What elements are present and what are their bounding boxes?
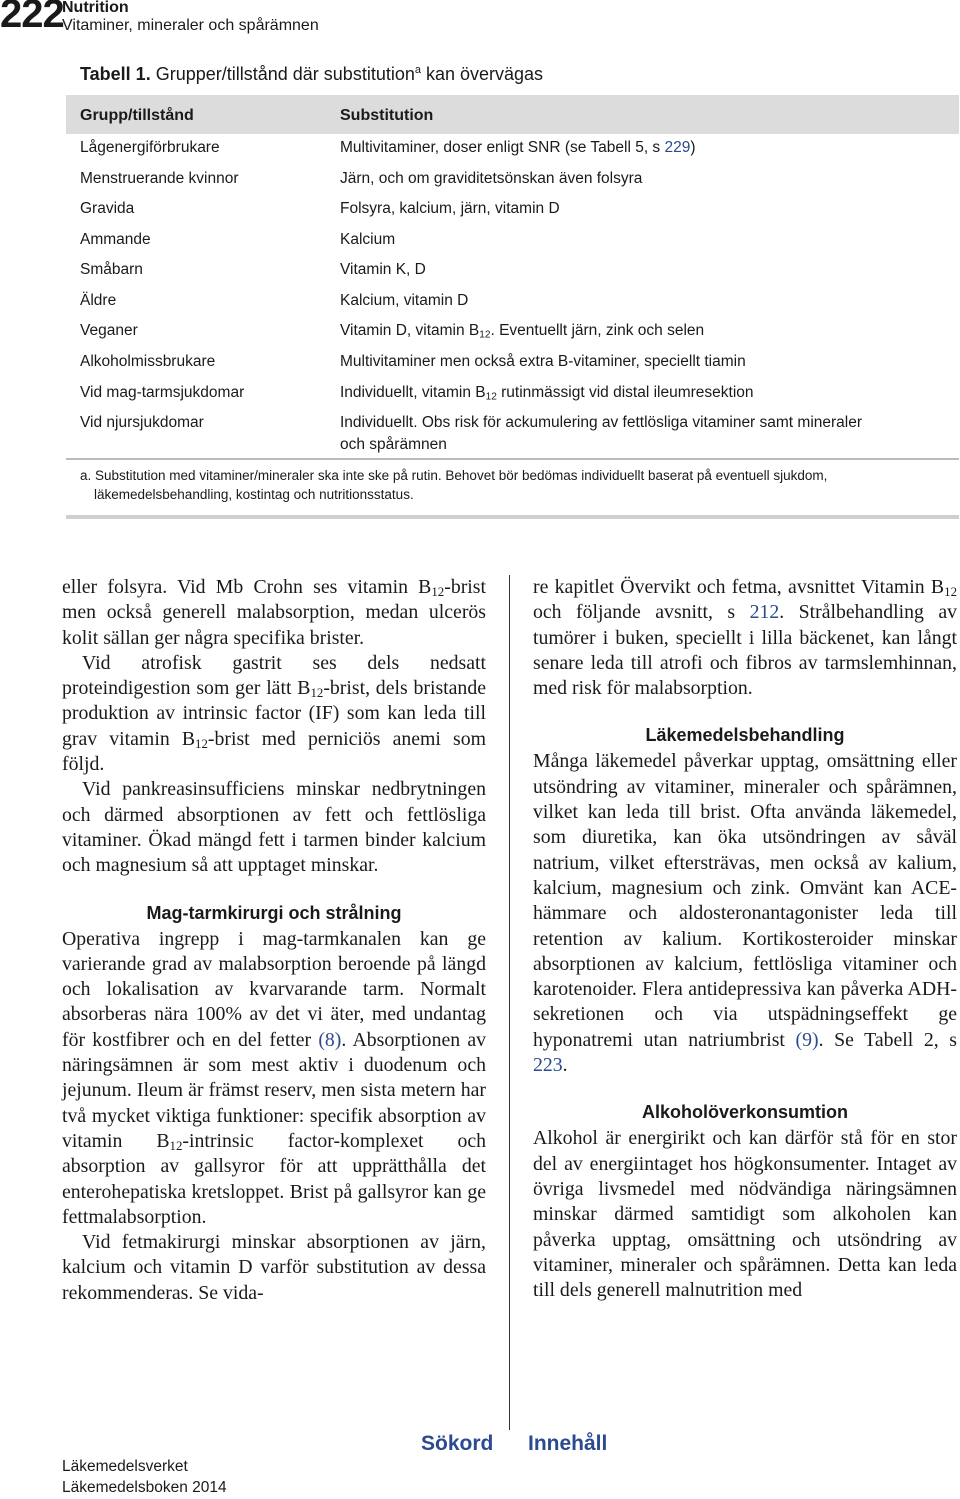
chapter-subtitle: Vitaminer, mineraler och spårämnen	[62, 17, 319, 34]
table-cell-group: Äldre	[80, 292, 117, 309]
table-divider	[66, 458, 959, 460]
table-cell-substitution: Järn, och om graviditetsönskan även folsyra	[340, 170, 643, 187]
table-cell-substitution	[340, 412, 945, 456]
subscript: 12	[479, 329, 491, 341]
subscript: 12	[169, 1139, 183, 1154]
paragraph	[533, 749, 957, 1078]
subscript: 12	[944, 585, 957, 600]
paragraph	[62, 927, 486, 1231]
page-link-212[interactable]: 212	[749, 601, 780, 624]
table-of-contents-link[interactable]: Innehåll	[528, 1432, 608, 1455]
right-text-column	[533, 575, 957, 1303]
subscript: 12	[195, 736, 208, 751]
table-col-header-group: Grupp/tillstånd	[80, 107, 194, 124]
subscript: 12	[431, 585, 445, 600]
cell-text: Vitamin D, vitamin B	[340, 322, 480, 339]
table-cell-substitution	[340, 137, 945, 159]
table-caption	[80, 64, 543, 85]
chapter-title: Nutrition	[62, 0, 129, 16]
book-title: Läkemedelsboken 2014	[62, 1479, 227, 1496]
table-caption-text: Grupper/tillstånd där substitution	[155, 64, 415, 84]
text: -intrinsic factor-komplexet och absorption av gallsyror för att upprätthålla det enterohepatiska kretsloppet. Brist på gallsyror kan ge fettmalabsorption.	[62, 1129, 487, 1228]
text: -brist med perniciös anemi som följd.	[62, 727, 486, 776]
table-cell-substitution	[340, 382, 945, 404]
table-cell-group: Småbarn	[80, 261, 143, 278]
table-cell-group: Alkoholmissbrukare	[80, 353, 216, 370]
table-cell-group: Vid njursjukdomar	[80, 414, 204, 431]
cell-text: rutinmässigt vid distal ileumresektion	[496, 384, 754, 401]
table-cell-substitution: Kalcium, vitamin D	[340, 292, 469, 309]
table-header-row	[66, 95, 959, 134]
cell-text: . Eventuellt järn, zink och selen	[490, 322, 705, 339]
section-heading: Läkemedelsbehandling	[645, 725, 845, 746]
section-heading: Alkoholöverkonsumtion	[641, 1102, 848, 1123]
text: och följande avsnitt, s	[533, 601, 750, 624]
page-link-229[interactable]: 229	[664, 139, 691, 156]
text: . Strålbehandling av tumörer i buken, speciellt i lilla bäckenet, kan långt senare leda till atrofi och fibros av tarmslemhinnan, med risk för malabsorption.	[533, 601, 958, 700]
text: Operativa ingrepp i mag-tarmkanalen kan ge varierande grad av malabsorption beroende på längd och lokalisation av kvarvarande tarm. Normalt absorberas nära 100% av det vi äter, med undantag för kostfibrer och en del fetter	[62, 927, 486, 1051]
table-footnote-continued: läkemedelsbehandling, kostintag och nutritionsstatus.	[94, 487, 414, 502]
text: . Absorptionen av näringsämnen är som mest aktiv i duodenum och jejunum. Ileum är främst reserv, men sista metern har två mycket viktiga funktioner: specifik absorption av vitamin B	[62, 1028, 487, 1152]
column-divider	[509, 575, 510, 1430]
cell-text: Individuellt. Obs risk för ackumulering av fettlösliga vitaminer samt mineraler	[340, 414, 863, 431]
publisher: Läkemedelsverket	[62, 1458, 188, 1475]
paragraph: Alkohol är energirikt och kan därför stå för en stor del av energiintaget hos högkonsumenter. Intaget av övriga livsmedel med nödvändiga näringsämnen minskar därmed samtidigt som alkoholen kan påverka upptag, omsättning och utsöndring av vitaminer, mineraler och spårämnen. Detta kan leda till dels generell malnutrition med	[533, 1127, 957, 1302]
table-cell-substitution: Multivitaminer men också extra B-vitaminer, speciellt tiamin	[340, 353, 746, 370]
text: -brist, dels bristande produktion av intrinsic factor (IF) som kan leda till grav vitamin B	[62, 677, 486, 750]
paragraph	[62, 651, 486, 777]
text: Många läkemedel påverkar upptag, omsättning eller utsöndring av vitaminer, mineraler och spårämnen, vilket kan leda till brist. Ofta använda läkemedel, som diuretika, kan öka utsöndringen av såväl natrium, vilket eftersträvas, men också av kalium, kalcium, magnesium och zink. Omvänt kan ACE-hämmare och aldosteronantagonister leda till retention av kalium. Kortikosteroider minskar absorptionen av kalcium, fettlösliga vitaminer och karotenoider. Flera antidepressiva kan påverka ADH-sekretionen och via utspädningseffekt ge hyponatremi utan natriumbrist	[533, 750, 957, 1051]
cell-text: Multivitaminer, doser enligt SNR (se Tabell 5, s	[340, 139, 665, 156]
table-cell-group: Menstruerande kvinnor	[80, 170, 239, 187]
subscript: 12	[310, 686, 324, 701]
table-caption-tail: kan övervägas	[420, 64, 544, 84]
table-cell-substitution: Vitamin K, D	[340, 261, 426, 278]
table-cell-group: Veganer	[80, 322, 138, 339]
cell-text: och spårämnen	[340, 436, 447, 453]
paragraph	[62, 575, 486, 651]
table-footnote: a. Substitution med vitaminer/mineraler ska inte ske på rutin. Behovet bör bedömas individuellt baserat på eventuell sjukdom,	[80, 468, 828, 483]
table-caption-label: Tabell 1.	[80, 64, 151, 84]
paragraph	[533, 575, 957, 701]
reference-link-8[interactable]: (8)	[318, 1028, 342, 1051]
table-cell-group: Lågenergiförbrukare	[80, 139, 220, 156]
table-cell-substitution: Folsyra, kalcium, järn, vitamin D	[340, 200, 560, 217]
text: .	[562, 1054, 568, 1077]
reference-link-9[interactable]: (9)	[795, 1028, 819, 1051]
page-link-223[interactable]: 223	[533, 1054, 563, 1077]
text: -brist men också generell malabsorption, medan ulcerös kolit sällan ger några specifika brister.	[62, 576, 486, 649]
paragraph: Vid pankreasinsufficiens minskar nedbrytningen och därmed absorptionen av fett och fettlösliga vitaminer. Ökad mängd fett i tarmen binder kalcium och magnesium så att upptaget minskar.	[62, 778, 486, 877]
text: Vid atrofisk gastrit ses dels nedsatt proteindigestion som ger lätt B	[62, 651, 486, 700]
table-cell-substitution: Kalcium	[340, 231, 396, 248]
text: . Se Tabell 2, s	[818, 1028, 958, 1051]
left-text-column	[62, 575, 486, 1306]
text: re kapitlet Övervikt och fetma, avsnittet Vitamin B	[533, 576, 945, 598]
table-caption-sup: a	[414, 64, 421, 76]
cell-text: Individuellt, vitamin B	[340, 384, 486, 401]
section-heading: Mag-tarmkirurgi och strålning	[146, 902, 402, 923]
cell-text: )	[690, 139, 696, 156]
table-bottom-rule	[66, 515, 959, 519]
search-index-link[interactable]: Sökord	[421, 1432, 494, 1455]
paragraph: Vid fetmakirurgi minskar absorptionen av järn, kalcium och vitamin D varför substitution av dessa rekommenderas. Se vida-	[62, 1231, 486, 1304]
page-number: 222	[0, 0, 64, 36]
table-col-header-substitution: Substitution	[340, 107, 434, 124]
text: eller folsyra. Vid Mb Crohn ses vitamin B	[62, 576, 432, 598]
table-cell-substitution	[340, 320, 945, 342]
table-cell-group: Gravida	[80, 200, 135, 217]
table-cell-group: Vid mag-tarmsjukdomar	[80, 384, 245, 401]
table-cell-group: Ammande	[80, 231, 151, 248]
subscript: 12	[485, 391, 497, 403]
